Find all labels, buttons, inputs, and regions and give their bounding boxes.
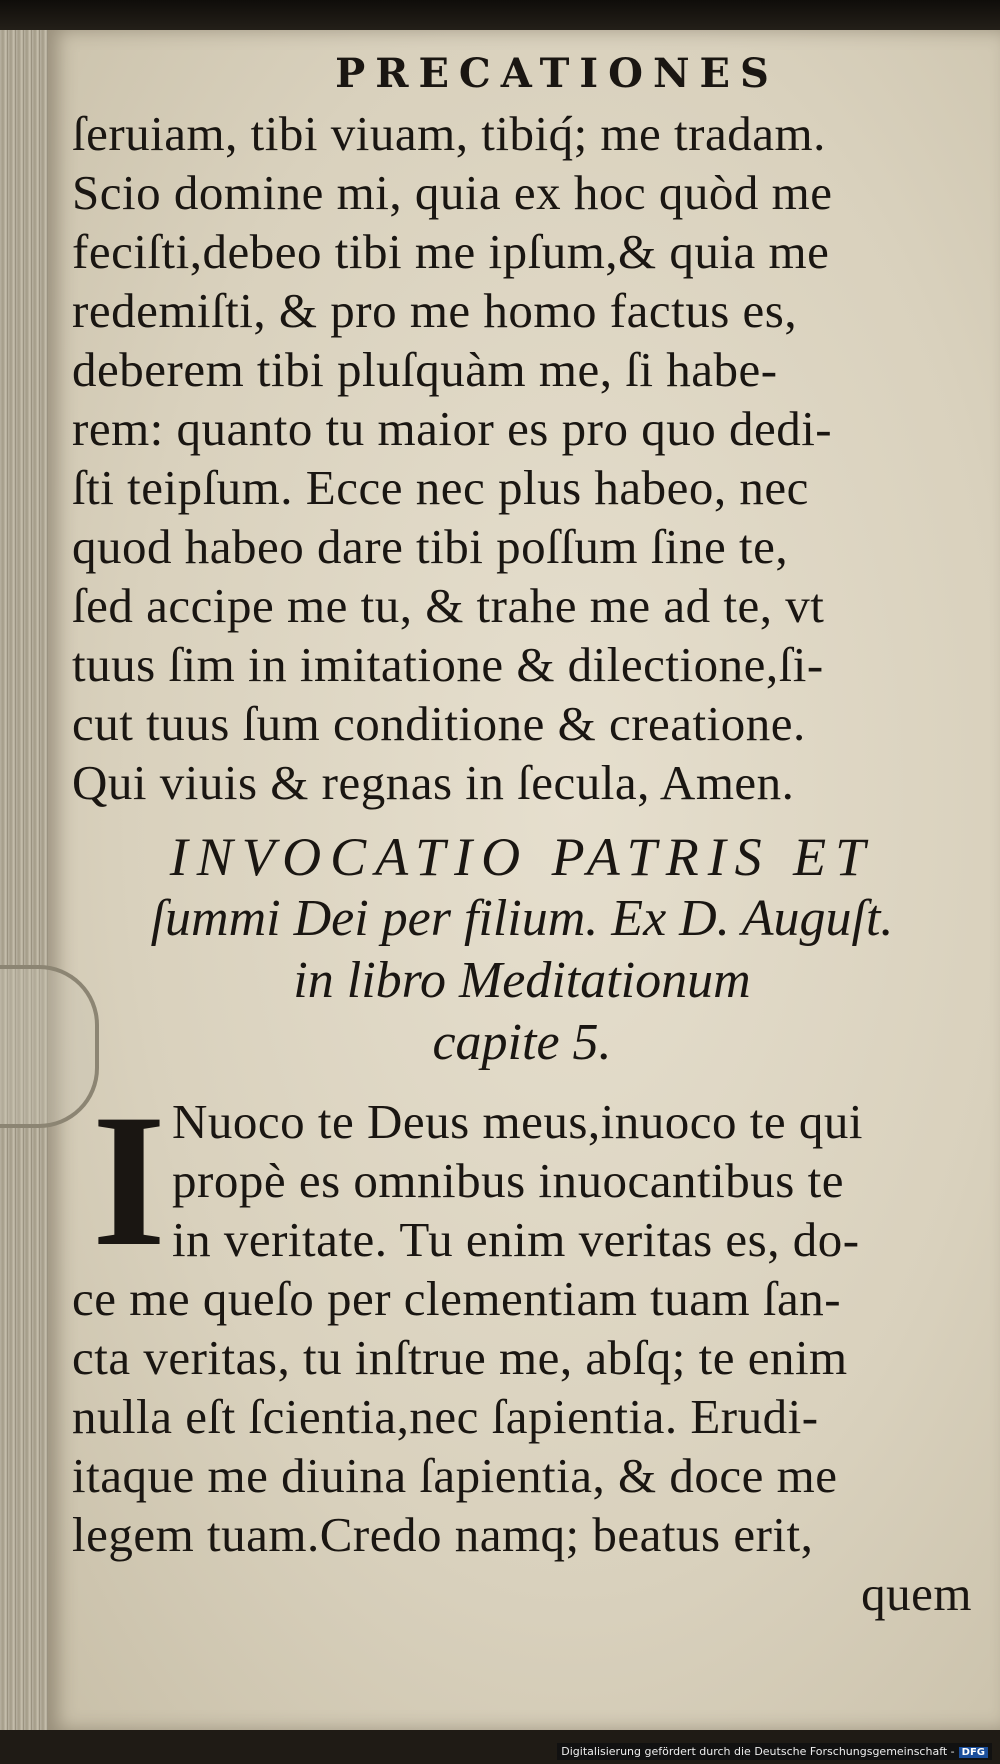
text-line: cta veritas, tu inſtrue me, abſq; te enim	[72, 1330, 848, 1385]
text-line: cut tuus ſum conditione & creatione.	[72, 696, 806, 751]
text-line: rem: quanto tu maior es pro quo dedi-	[72, 401, 833, 456]
dfg-logo: DFG	[959, 1747, 988, 1758]
text-line: nulla eſt ſcientia,nec ſapientia. Erudi-	[72, 1389, 819, 1444]
text-line: ce me queſo per clementiam tuam ſan-	[72, 1271, 842, 1326]
heading-line: ſummi Dei per filium. Ex D. Auguſt.	[150, 890, 894, 947]
text-line: Qui viuis & regnas in ſecula, Amen.	[72, 755, 795, 810]
paragraph-1	[72, 104, 972, 812]
credit-text: Digitalisierung gefördert durch die Deutsche Forschungsgemeinschaft -	[561, 1745, 955, 1758]
running-head: PRECATIONES	[335, 50, 779, 97]
page-text	[72, 44, 972, 1623]
text-line: legem tuam.Credo namq; beatus erit,	[72, 1507, 814, 1562]
text-line: tuus ſim in imitatione & dilectione,ſi-	[72, 637, 824, 692]
text-line: Nuoco te Deus meus,inuoco te qui	[172, 1094, 863, 1149]
paragraph-2	[72, 1076, 972, 1623]
text-line: propè es omnibus inuocantibus te	[172, 1153, 844, 1208]
text-line: quod habeo dare tibi poſſum ſine te,	[72, 519, 789, 574]
text-line: itaque me diuina ſapientia, & doce me	[72, 1448, 838, 1503]
text-line: Scio domine mi, quia ex hoc quòd me	[72, 165, 833, 220]
catchword: quem	[861, 1566, 972, 1621]
drop-capital: I	[92, 1076, 166, 1286]
heading-line: in libro Meditationum	[293, 952, 751, 1009]
text-line: redemiſti, & pro me homo factus es,	[72, 283, 798, 338]
text-line: ſed accipe me tu, & trahe me ad te, vt	[72, 578, 825, 633]
text-line: ſeruiam, tibi viuam, tibiq́; me tradam.	[72, 106, 826, 161]
digitization-credit	[557, 1743, 992, 1760]
text-line: deberem tibi pluſquàm me, ſi habe-	[72, 342, 778, 397]
text-line: in veritate. Tu enim veritas es, do-	[172, 1212, 860, 1267]
text-line: feciſti,debeo tibi me ipſum,& quia me	[72, 224, 830, 279]
section-heading	[72, 826, 972, 1074]
text-line: ſti teipſum. Ecce nec plus habeo, nec	[72, 460, 809, 515]
heading-line: capite 5.	[432, 1014, 612, 1071]
heading-line: INVOCATIO PATRIS ET	[169, 827, 875, 887]
